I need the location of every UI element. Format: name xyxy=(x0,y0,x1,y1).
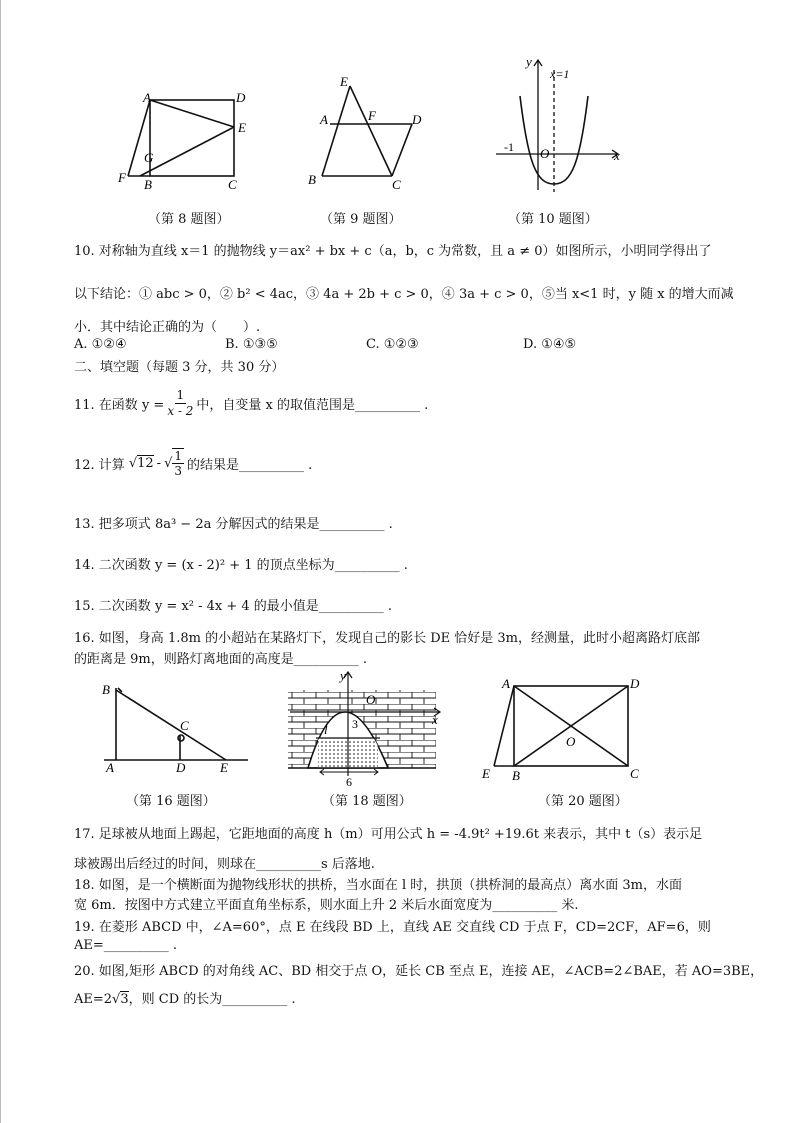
q11-denominator: x - 2 xyxy=(167,404,194,418)
q12-minus: - xyxy=(156,455,162,471)
fig10-label-y: y xyxy=(526,54,532,69)
fig16-caption: （第 16 题图） xyxy=(126,794,216,809)
q19-line-2: AE=__________ . xyxy=(74,938,178,953)
q12-denominator: 3 xyxy=(174,464,182,478)
fig8-label-c: C xyxy=(228,177,237,192)
fig8-caption: （第 8 题图） xyxy=(148,212,230,227)
fig20-label-b: B xyxy=(512,768,520,783)
fig16-label-b: B xyxy=(102,682,110,697)
q12-pre: 12. 计算 xyxy=(74,457,125,473)
fig8-label-e: E xyxy=(238,120,246,135)
fig18-label-o: O xyxy=(366,692,376,707)
fig18-label-x: x xyxy=(432,712,438,727)
fig18-label-6: 6 xyxy=(346,775,352,788)
q12-post: 的结果是__________ . xyxy=(187,457,313,473)
q13: 13. 把多项式 8a³ − 2a 分解因式的结果是__________ . xyxy=(74,517,393,532)
figure-16 xyxy=(100,680,250,775)
q12: 12. 计算 √ 12 - √ $\frac{1}{3}$ 的结果是__________ . xyxy=(74,449,313,478)
figure-9 xyxy=(300,72,430,197)
fig20-label-d: D xyxy=(630,676,640,691)
fig18-label-y: y xyxy=(340,668,346,683)
q15: 15. 二次函数 y = x² - 4x + 4 的最小值是__________ . xyxy=(74,599,393,614)
q20-ae-prefix: AE=2 xyxy=(74,992,113,1007)
q10-line-3: 小．其中结论正确的为（ ）. xyxy=(74,320,261,335)
fig9-caption: （第 9 题图） xyxy=(320,212,402,227)
fig20-label-e: E xyxy=(482,766,490,781)
fig16-label-e: E xyxy=(220,760,228,775)
fig9-label-c: C xyxy=(392,177,401,192)
q10-option-d: D. ①④⑤ xyxy=(523,337,577,352)
fig20-label-a: A xyxy=(502,676,510,691)
fig18-label-l: l xyxy=(324,722,328,737)
fig16-label-c: C xyxy=(180,718,189,733)
fig9-label-d: D xyxy=(412,112,422,127)
fig8-label-a: A xyxy=(143,90,151,105)
fig20-label-o: O xyxy=(566,734,576,749)
fig10-label-o: O xyxy=(540,146,550,161)
q20-line-2: AE=2√3，则 CD 的长为__________ . xyxy=(74,992,296,1007)
fig10-axis-label: x=1 xyxy=(550,67,570,81)
q12-fraction xyxy=(172,448,184,478)
q18-line-2: 宽 6m．按图中方式建立平面直角坐标系，则水面上升 2 米后水面宽度为__________ 米. xyxy=(74,898,579,913)
q17-line-2: 球被踢出后经过的时间，则球在__________s 后落地. xyxy=(74,857,375,872)
q10-line-1: 10. 对称轴为直线 x＝1 的抛物线 y＝ax² + bx + c（a，b，c 为常数，且 a ≠ 0）如图所示，小明同学得出了 xyxy=(74,244,712,259)
fig8-label-f: F xyxy=(118,170,126,185)
fig20-caption: （第 20 题图） xyxy=(538,794,628,809)
figure-18 xyxy=(280,668,450,788)
fig8-label-g: G xyxy=(144,150,154,165)
q19-line-1: 19. 在菱形 ABCD 中，∠A=60°，点 E 在线段 BD 上，直线 AE 交直线 CD 于点 F，CD=2CF，AF=6，则 xyxy=(74,920,711,935)
q10-option-a: A. ①②④ xyxy=(74,337,127,352)
q10-line-2: 以下结论：① abc > 0，② b² < 4ac，③ 4a + 2b + c > 0，④ 3a + c > 0，⑤当 x<1 时，y 随 x 的增大而减 xyxy=(74,287,734,302)
q11-pre: 11. 在函数 y = xyxy=(74,398,165,413)
fig9-label-b: B xyxy=(308,172,316,187)
q11 xyxy=(74,388,428,419)
fig9-label-f: F xyxy=(368,108,376,123)
fig16-label-d: D xyxy=(176,760,186,775)
figure-10 xyxy=(490,52,630,197)
fig10-caption: （第 10 题图） xyxy=(508,212,598,227)
fig20-label-c: C xyxy=(630,766,639,781)
fig9-label-a: A xyxy=(320,112,328,127)
q12-numerator: 1 xyxy=(174,449,182,463)
fig9-label-e: E xyxy=(340,74,348,89)
q20-radicand: 3 xyxy=(120,992,129,1007)
q16-line-2: 的距离是 9m，则路灯离地面的高度是__________ . xyxy=(74,652,367,667)
fig16-label-a: A xyxy=(106,760,114,775)
fig18-label-3: 3 xyxy=(352,717,358,731)
fig8-label-d: D xyxy=(236,90,246,105)
q18-line-1: 18. 如图，是一个横断面为抛物线形状的拱桥，当水面在 l 时，拱顶（拱桥洞的最高点）离水面 3m，水面 xyxy=(74,878,682,893)
q20-suffix: ，则 CD 的长为__________ . xyxy=(128,992,296,1007)
q20-line-1: 20. 如图,矩形 ABCD 的对角线 AC、BD 相交于点 O，延长 CB 至点 E，连接 AE，∠ACB=2∠BAE，若 AO=3BE， xyxy=(74,964,764,979)
section-2-heading: 二、填空题（每题 3 分，共 30 分） xyxy=(74,360,285,375)
q11-post: 中，自变量 x 的取值范围是__________ . xyxy=(196,398,429,413)
q17-line-1: 17. 足球被从地面上踢起，它距地面的高度 h（m）可用公式 h = -4.9t² +19.6t 来表示，其中 t（s）表示足 xyxy=(74,827,703,842)
q12-radicand: 12 xyxy=(137,456,154,471)
q16-line-1: 16. 如图，身高 1.8m 的小超站在某路灯下，发现自己的影长 DE 恰好是 3m，经测量，此时小超离路灯底部 xyxy=(74,631,700,646)
q14: 14. 二次函数 y = (x - 2)² + 1 的顶点坐标为__________ . xyxy=(74,558,408,573)
fig18-caption: （第 18 题图） xyxy=(322,794,412,809)
fig8-label-b: B xyxy=(144,177,152,192)
figure-20 xyxy=(478,672,648,784)
q10-option-c: C. ①②③ xyxy=(366,337,419,352)
q11-fraction xyxy=(167,388,193,419)
q11-numerator: 1 xyxy=(176,388,185,402)
fig10-label-neg1: -1 xyxy=(504,140,514,154)
q10-option-b: B. ①③⑤ xyxy=(225,337,278,352)
fig10-label-x: x xyxy=(614,148,620,163)
figure-8 xyxy=(110,82,260,197)
page-edge xyxy=(0,0,1,1123)
